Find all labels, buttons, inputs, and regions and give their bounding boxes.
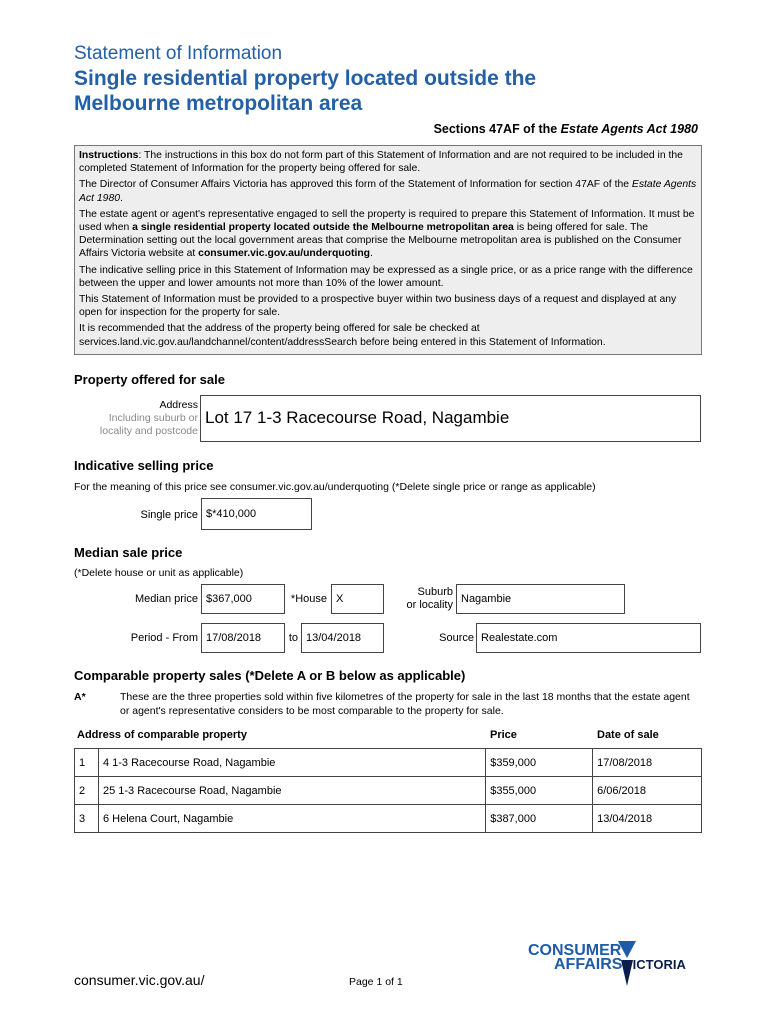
title-line-1: Single residential property located outside the [74, 67, 537, 90]
address-label-line-1: Address [159, 399, 198, 411]
indicative-heading: Indicative selling price [74, 458, 214, 473]
property-heading: Property offered for sale [74, 372, 225, 387]
col-date-header: Date of sale [597, 729, 659, 741]
address-label [100, 399, 198, 438]
instructions-p1 [79, 149, 697, 175]
comparable-date[interactable]: 13/04/2018 [593, 805, 702, 833]
period-label: Period - From [130, 632, 198, 644]
instructions-p3 [79, 208, 697, 261]
row-number: 1 [75, 749, 99, 777]
address-label-line-2: Including suburb or [108, 412, 198, 424]
instructions-p2-end: . [120, 192, 123, 204]
logo-text-victoria: VICTORIA [624, 957, 686, 972]
instructions-p4: The indicative selling price in this Statement of Information may be expressed as a single price, or as a price range with the difference between the upper and lower amounts not more than 10% of the lower amount. [79, 264, 693, 289]
logo-text-affairs: AFFAIRS [554, 956, 623, 973]
instructions-p2-act: Estate Agents Act 1980 [79, 179, 697, 204]
instructions-p3-b: a single residential property located outside the Melbourne metropolitan area [132, 222, 514, 234]
comparable-price[interactable]: $359,000 [486, 749, 593, 777]
single-price-field[interactable]: $*410,000 [201, 498, 312, 530]
page-title [74, 66, 674, 116]
form-kicker: Statement of Information [74, 43, 283, 64]
comparable-price[interactable]: $355,000 [486, 777, 593, 805]
suburb-label-line-1: Suburb [417, 586, 453, 598]
suburb-label-line-2: or locality [406, 599, 453, 611]
comparable-description: These are the three properties sold within five kilometres of the property for sale in the last 18 months that the estate agent or agent's representative considers to be most comparable to the property for sale. [120, 691, 690, 717]
address-field[interactable]: Lot 17 1-3 Racecourse Road, Nagambie [200, 395, 701, 442]
median-price-label: Median price [135, 593, 198, 605]
source-field[interactable]: Realestate.com [476, 623, 701, 653]
instructions-p3-e: . [370, 248, 373, 260]
table-row [75, 805, 702, 833]
median-heading: Median sale price [74, 545, 183, 560]
title-line-2: Melbourne metropolitan area [74, 92, 363, 115]
instructions-p6: It is recommended that the address of the property being offered for sale be checked at services.land.vic.gov.au/landchannel/content/addressSearch before being entered in this Statement of Information. [79, 323, 606, 348]
sections-reference [434, 122, 698, 136]
instructions-p1-text: : The instructions in this box do not form part of this Statement of Information and are not required to be included in the completed Statement of Information for the property being offered for sale. [79, 150, 683, 175]
comparable-marker: A* [74, 691, 86, 703]
instructions-box [74, 145, 702, 355]
comparable-table [74, 748, 702, 833]
col-price-header: Price [490, 729, 517, 741]
source-label: Source [439, 632, 474, 644]
logo-text-consumer: CONSUMER [528, 942, 622, 959]
page-number: Page 1 of 1 [349, 976, 403, 988]
comparable-date[interactable]: 6/06/2018 [593, 777, 702, 805]
table-row [75, 777, 702, 805]
instructions-p2 [79, 178, 697, 204]
sections-act: Estate Agents Act 1980 [560, 122, 698, 136]
comparable-date[interactable]: 17/08/2018 [593, 749, 702, 777]
row-number: 3 [75, 805, 99, 833]
comparable-price[interactable]: $387,000 [486, 805, 593, 833]
single-price-label: Single price [140, 509, 198, 521]
col-address-header: Address of comparable property [77, 729, 247, 741]
comparable-address[interactable]: 25 1-3 Racecourse Road, Nagambie [98, 777, 485, 805]
suburb-field[interactable]: Nagambie [456, 584, 625, 614]
median-note: (*Delete house or unit as applicable) [74, 567, 244, 579]
period-to-label: to [288, 632, 298, 644]
instructions-p3-c: is being offered for sale. The Determination setting out the local government areas that comprise the Melbourne metropolitan area is published on the Consumer Affairs Victoria website at [79, 222, 682, 260]
indicative-note: For the meaning of this price see consumer.vic.gov.au/underquoting (*Delete single price or range as applicable) [74, 481, 596, 493]
table-row [75, 749, 702, 777]
period-to-field[interactable]: 13/04/2018 [301, 623, 384, 653]
row-number: 2 [75, 777, 99, 805]
instructions-p3-a: The estate agent or agent's representative engaged to sell the property is required to prepare this Statement of Information. It must be used when [79, 208, 695, 234]
instructions-label: Instructions [79, 150, 139, 161]
house-field[interactable]: X [331, 584, 384, 614]
period-from-field[interactable]: 17/08/2018 [201, 623, 285, 653]
address-label-line-3: locality and postcode [99, 425, 198, 437]
comparable-heading: Comparable property sales (*Delete A or B below as applicable) [74, 668, 466, 683]
instructions-p5: This Statement of Information must be provided to a prospective buyer within two business days of a request and displayed at any open for inspection for the property for sale. [79, 294, 677, 319]
sections-prefix: Sections 47AF of the [433, 122, 561, 136]
footer-url[interactable]: consumer.vic.gov.au/ [74, 972, 205, 988]
instructions-p3-link: consumer.vic.gov.au/underquoting [198, 248, 371, 260]
comparable-address[interactable]: 4 1-3 Racecourse Road, Nagambie [98, 749, 485, 777]
median-price-field[interactable]: $367,000 [201, 584, 285, 614]
house-label: *House [290, 593, 327, 605]
suburb-label [392, 586, 453, 612]
instructions-p2-text: The Director of Consumer Affairs Victoria has approved this form of the Statement of Information for section 47AF of the [79, 179, 632, 191]
comparable-address[interactable]: 6 Helena Court, Nagambie [98, 805, 485, 833]
consumer-affairs-victoria-logo [526, 936, 706, 990]
